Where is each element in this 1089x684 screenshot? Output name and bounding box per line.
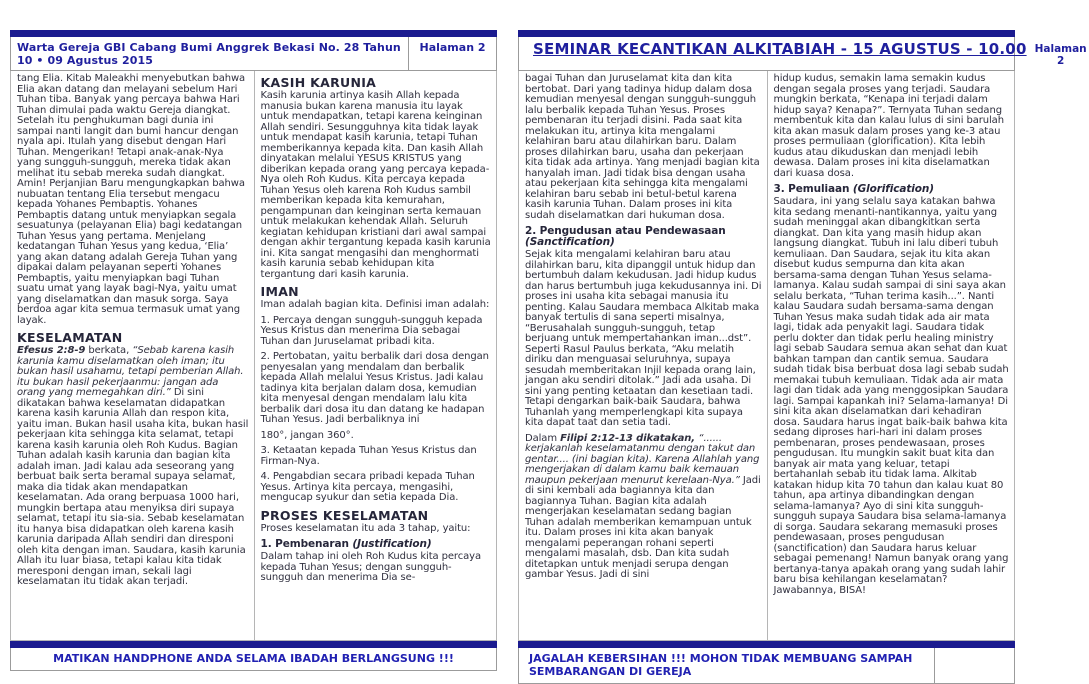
seminar-announcement-title: SEMINAR KECANTIKAN ALKITABIAH - 15 AGUSTUS - 10.00: [533, 40, 1027, 58]
section-heading-kasih-karunia: KASIH KARUNIA: [260, 75, 377, 90]
paragraph: Dalam tahap ini oleh Roh Kudus kita percaya kepada Tuhan Yesus; dengan sungguh-sungguh dan menerima Dia se-: [260, 551, 482, 584]
list-item: 4. Pengabdian secara pribadi kepada Tuhan Yesus. Artinya kita percaya, mengasihi, mengucap syukur dan setia kepada Dia.: [260, 471, 475, 504]
bulletin-masthead: Warta Gereja GBI Cabang Bumi Anggrek Bekasi No. 28 Tahun 10 • 09 Agustus 2015: [17, 41, 401, 67]
scripture-ref: Filipi 2:12-13 dikatakan,: [560, 432, 699, 444]
left-page-header: [10, 37, 497, 71]
right-page-column-1: [519, 71, 767, 640]
footer-spacer-cell: [934, 648, 1014, 683]
paragraph: hidup kudus, semakin lama semakin kudus dengan segala proses yang terjadi. Saudara mungkin berkata, “Kenapa ini terjadi dalam hidup saya? Kenapa?”. Ternyata Tuhan sedang membentuk kita dan kalau lulus di sini barulah kita akan masuk dalam proses yang ke-3 atau proses permuliaan (glorification). Kita lebih kudus atau dikuduskan dan menjadi lebih dewasa. Dalam proses ini kita diselamatkan dari kuasa dosa.: [773, 73, 1004, 179]
left-page: [10, 30, 497, 684]
left-page-body: [10, 71, 497, 641]
paragraph: Iman adalah bagian kita. Definisi iman adalah:: [260, 299, 490, 311]
scripture-quote: “...... kerjakanlah keselamatanmu dengan takut dan gentar.... (ini bagian kita). Karena Allahlah yang mengerjakan di dalam kamu baik kemauan maupun pekerjaan menurut kerelaan-Nya.”: [525, 432, 760, 486]
sub-heading-pemuliaan: 3. Pemuliaan (Glorification): [773, 183, 934, 195]
paragraph-scripture: Dalam Filipi 2:12-13 dikatakan, “...... kerjakanlah keselamatanmu dengan takut dan gentar.... (ini bagian kita). Karena Allahlah yang mengerjakan di dalam kamu baik kemauan maupun pekerjaan menurut kerelaan-Nya.” Jadi di sini kembali ada bagiannya kita dan bagiannya Tuhan. Bagian kita adalah mengerjakan keselamatan sedang bagian Tuhan adalah memberikan kemampuan untuk itu. Dalam proses ini kita akan banyak mengalami peperangan rohani seperti mengalami masalah, dsb. Dan kita sudah ditetapkan untuk menjadi serupa dengan gambar Yesus. Jadi di sini: [525, 432, 761, 581]
left-page-column-1: [11, 71, 254, 640]
list-item: 2. Pertobatan, yaitu berbalik dari dosa dengan penyesalan yang mendalam dan berbalik kepada Allah melalui Yesus Kristus. Jadi kalau tadinya kita berjalan dalam dosa, kemudian kita menyesal dengan mendalam lalu kita berbalik dari dosa itu dan datang ke hadapan Tuhan Yesus. Jadi berbaliknya ini: [260, 351, 489, 426]
paragraph: tang Elia. Kitab Maleakhi menyebutkan bahwa Elia akan datang dan melayani sebelum Hari Tuhan tiba. Banyak yang percaya bahwa Hari Tuhan dimulai pada waktu Gereja diangkat. Setelah itu penghukuman bagi dunia ini sampai nanti langit dan bumi hancur dengan nyala api. Itulah yang disebut dengan Hari Tuhan. Mengerikan! Tetapi anak-anak-Nya yang sungguh-sungguh, mereka tidak akan melihat itu sebab mereka sudah diangkat. Amin! Perjanjian Baru mengungkapkan bahwa nubuatan tentang Elia tersebut mengacu kepada Yohanes Pembaptis. Yohanes Pembaptis datang untuk menyiapkan segala sesuatunya (pelayanan Elia) bagi kedatangan Tuhan Yesus yang pertama. Menjelang kedatangan Tuhan Yesus yang kedua, ‘Elia’ yang akan datang adalah Gereja Tuhan yang dipakai dalam pelayanan seperti Yohanes Pembaptis, yaitu menyiapkan bagi Tuhan suatu umat yang layak bagi-Nya, yaitu umat yang diselamatkan dan masuk sorga. Saya berdoa agar kita semua termasuk umat yang layak.: [17, 73, 246, 326]
section-heading-iman: IMAN: [260, 284, 299, 300]
footer-notice: JAGALAH KEBERSIHAN !!! MOHON TIDAK MEMBUANG SAMPAH SEMBARANGAN DI GEREJA: [529, 652, 913, 678]
left-page-footer: [10, 648, 497, 671]
bottom-rule-bar: [518, 641, 1015, 648]
list-item: 3. Ketaatan kepada Tuhan Yesus Kristus dan Firman-Nya.: [260, 445, 477, 467]
sub-heading-pembenaran: 1. Pembenaran (Justification): [260, 538, 432, 551]
list-item: 1. Percaya dengan sungguh-sungguh kepada Yesus Kristus dan menerima Dia sebagai Tuhan dan Juruselamat pribadi kita.: [260, 314, 483, 347]
scripture-ref: Efesus 2:8-9: [17, 345, 86, 357]
page-number: Halaman 2: [408, 37, 496, 70]
section-heading-keselamatan: KESELAMATAN: [17, 330, 123, 345]
paragraph: Kasih karunia artinya kasih Allah kepada manusia bukan karena manusia itu layak untuk mendapatkan, tetapi karena keinginan Allah sendiri. Sesungguhnya kita tidak layak untuk mendapat kasih karunia, tetapi Tuhan memberikannya kepada kita. Dan kasih Allah dinyatakan melalui YESUS KRISTUS yang diberikan kepada orang yang percaya kepada-Nya oleh Roh Kudus. Kita percaya kepada Tuhan Yesus oleh karena Roh Kudus sambil memberikan kepada kita kemurahan, pengampunan dan keinginan serta kemauan untuk melakukan kehendak Allah. Seluruh kegiatan kehidupan kristiani dari awal sampai dengan akhir tergantung kepada kasih karunia ini. Kita sangat mengasihi dan menghormati kasih karunia sebab kehidupan kita tergantung dari kasih karunia.: [260, 90, 491, 280]
top-rule-bar: [10, 30, 497, 37]
page-number: Halaman 2: [1034, 43, 1087, 67]
paragraph: Proses keselamatan itu ada 3 tahap, yaitu:: [260, 522, 471, 534]
right-page-column-2: [767, 71, 1015, 640]
footer-notice: MATIKAN HANDPHONE ANDA SELAMA IBADAH BERLANGSUNG !!!: [53, 652, 454, 665]
top-rule-bar: [518, 30, 1015, 37]
paragraph: 180°, jangan 360°.: [260, 429, 354, 441]
section-heading-proses-keselamatan: PROSES KESELAMATAN: [260, 507, 429, 523]
right-page-body: [518, 71, 1015, 641]
paragraph: Saudara, ini yang selalu saya katakan bahwa kita sedang menanti-nantikannya, yaitu yang sudah meninggal akan dibangkitkan serta diangkat. Dan kita yang masih hidup akan langsung diangkat. Tubuh ini lalu diberi tubuh kemuliaan. Dan Saudara, sejak itu kita akan disebut kudus sempurna dan kita akan bersama-sama dengan Tuhan Yesus selama-lamanya. Kalau sudah sampai di sini saya akan selalu berkata, “Tuhan terima kasih...”. Nanti kalau Saudara sudah bersama-sama dengan Tuhan Yesus maka sudah tidak ada air mata lagi, tidak ada penyakit lagi. Saudara tidak perlu dokter dan tidak perlu healing ministry lagi sebab Saudara semua akan sehat dan kuat bahkan tampan dan cantik semua. Saudara sudah tidak bisa berbuat dosa lagi sebab sudah memakai tubuh kemuliaan. Tidak ada air mata lagi dan tidak ada yang menggosipkan Saudara lagi. Sampai kapankah ini? Selama-lamanya! Di sini kita akan diselamatkan dari kehadiran dosa. Saudara harus ingat baik-baik bahwa kita sedang diproses hari-hari ini dalam proses pembenaran, proses pendewasaan, proses pengudusan. Itu mungkin sakit buat kita dan banyak air mata yang keluar, tetapi bertahanlah sebab itu tidak lama. Alkitab katakan hidup kita 70 tahun dan kalau kuat 80 tahun, apa artinya dibandingkan dengan selama-lamanya? Ayo di sini kita sungguh-sungguh supaya Saudara bisa selama-lamanya di sorga. Saudara sekarang memasuki proses pendewasaan, proses pengudusan (sanctification) dan Saudara harus keluar sebagai pemenang! Namun banyak orang yang bertanya-tanya apakah orang yang sudah lahir baru bisa kehilangan keselamatan? Jawabannya, BISA!: [773, 196, 1009, 596]
paragraph-scripture: Efesus 2:8-9 berkata, “Sebab karena kasih karunia kamu diselamatkan oleh iman; itu bukan hasil usahamu, tetapi pemberian Allah. itu bukan hasil pekerjaanmu: jangan ada orang yang memegahkan diri.” Di sini dikatakan bahwa keselamatan didapatkan karena kasih karunia Allah dan respon kita, yaitu iman. Bukan hasil usaha kita, bukan hasil pekerjaan kita sehingga kita selamat, tetapi karena kasih karunia oleh Roh Kudus. Bagian Tuhan adalah kasih karunia dan bagian kita adalah iman. Jadi kalau ada seseorang yang berbuat baik serta beramal supaya selamat, maka dia tidak akan mendapatkan keselamatan. Ada orang berpuasa 1000 hari, mungkin bertapa atau menyiksa diri supaya selamat, tetapi itu sia-sia. Sebab keselamatan itu hanya bisa didapatkan oleh karena kasih karunia daripada Allah sendiri dan diresponi oleh kita dengan iman. Saudara, kasih karunia Allah itu luar biasa, tetapi kalau kita tidak meresponi dengan iman, sekali lagi keselamatan itu tidak akan terjadi.: [17, 345, 249, 588]
sub-heading-pengudusan: 2. Pengudusan atau Pendewasaan (Sanctification): [525, 225, 726, 249]
paragraph: bagai Tuhan dan Juruselamat kita dan kita bertobat. Dari yang tadinya hidup dalam dosa kemudian menyesal dengan sungguh-sungguh lalu berbalik kepada Tuhan Yesus. Proses pembenaran itu terjadi disini. Pada saat kita melakukan itu, artinya kita mengalami kelahiran baru atau dilahirkan baru. Dalam proses dilahirkan baru, usaha dan pekerjaan kita tidak ada artinya. Yang menjadi bagian kita hanyalah iman. Jadi tidak bisa dengan usaha atau pekerjaan kita sehingga kita mengalami kelahiran baru sebab ini betul-betul karena kasih karunia Tuhan. Dalam proses ini kita sudah diselamatkan dari hukuman dosa.: [525, 73, 760, 221]
right-page: [518, 30, 1087, 684]
scripture-quote: “Sebab karena kasih karunia kamu diselamatkan oleh iman; itu bukan hasil usahamu, tetapi pemberian Allah. itu bukan hasil pekerjaanmu: jangan ada orang yang memegahkan diri.”: [17, 345, 244, 399]
right-page-header: [518, 37, 1087, 71]
paragraph: Sejak kita mengalami kelahiran baru atau dilahirkan baru, kita dipanggil untuk hidup dan bertumbuh dalam kekudusan. Jadi hidup kudus dan harus bertumbuh juga kekudusannya ini. Di proses ini usaha kita sebagai manusia itu penting. Kalau Saudara membaca Alkitab maka banyak tertulis di sana seperti misalnya, “Berusahalah sungguh-sungguh, tetap berjuang untuk mempertahankan iman...dst”. Seperti Rasul Paulus berkata, “Aku melatih diriku dan menguasai seluruhnya, supaya sesudah memberitakan Injil kepada orang lain, jangan aku sendiri ditolak.” Jadi ada usaha. Di sini yang penting ketaatan dan kesetiaan tadi. Tetapi dengarkan baik-baik Saudara, bahwa Tuhanlah yang memperlengkapi kita supaya kita dapat taat dan setia tadi.: [525, 249, 762, 429]
left-page-column-2: [254, 71, 497, 640]
right-page-footer: [518, 648, 1015, 684]
bottom-rule-bar: [10, 641, 497, 648]
